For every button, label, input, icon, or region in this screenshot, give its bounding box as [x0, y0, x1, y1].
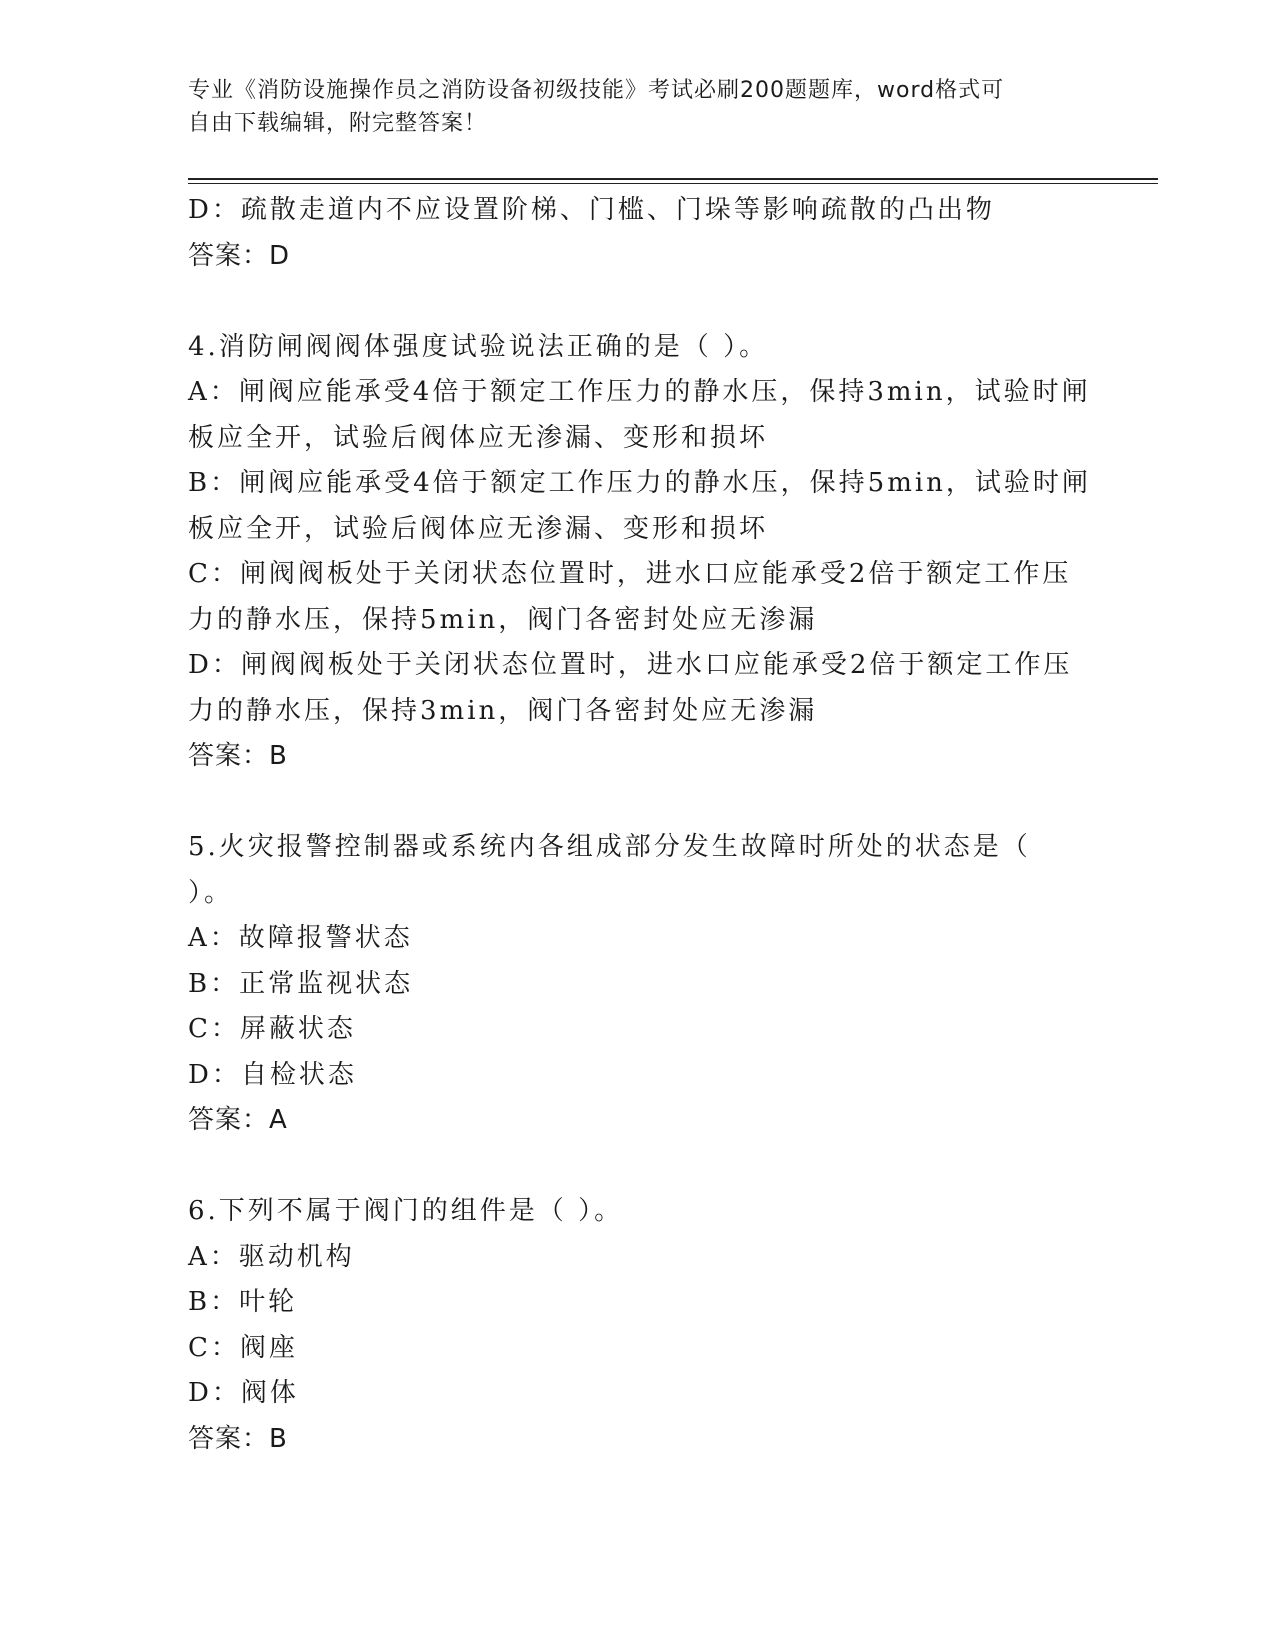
answer-label: 答案：A — [188, 1105, 288, 1135]
question-block-3-tail — [188, 188, 1088, 279]
option-d: D：阀体 — [188, 1378, 299, 1408]
option-d-line-1: D：闸阀阀板处于关闭状态位置时，进水口应能承受2倍于额定工作压 — [188, 650, 1073, 680]
question-text: 6.下列不属于阀门的组件是（ ）。 — [188, 1196, 624, 1226]
option-c-line-2: 力的静水压，保持5min，阀门各密封处应无渗漏 — [188, 604, 818, 635]
answer-label: 答案：B — [188, 1423, 288, 1454]
option-d: D：疏散走道内不应设置阶梯、门槛、门垛等影响疏散的凸出物 — [188, 195, 995, 225]
header-divider-thin — [188, 183, 1158, 184]
option-a-line-2: 板应全开，试验后阀体应无渗漏、变形和损坏 — [188, 422, 769, 453]
header-line-2: 自由下载编辑，附完整答案！ — [188, 111, 488, 136]
option-a: A：故障报警状态 — [188, 923, 413, 953]
spacer — [188, 1144, 1088, 1190]
question-block-5 — [188, 825, 1088, 1144]
option-d-line-2: 力的静水压，保持3min，阀门各密封处应无渗漏 — [188, 695, 818, 726]
option-c: C：屏蔽状态 — [188, 1014, 356, 1044]
option-c-line-1: C：闸阀阀板处于关闭状态位置时，进水口应能承受2倍于额定工作压 — [188, 559, 1072, 589]
answer-label: 答案：B — [188, 741, 288, 771]
question-list — [188, 188, 1091, 1462]
option-d: D：自检状态 — [188, 1059, 357, 1090]
question-block-4 — [188, 325, 1091, 780]
question-text: 4.消防闸阀阀体强度试验说法正确的是（ ）。 — [188, 331, 769, 362]
option-b-line-1: B：闸阀应能承受4倍于额定工作压力的静水压，保持5min，试验时闸 — [188, 468, 1091, 498]
option-b-line-2: 板应全开，试验后阀体应无渗漏、变形和损坏 — [188, 513, 769, 544]
question-text-line-2: ）。 — [188, 877, 234, 908]
option-a: A：驱动机构 — [188, 1241, 355, 1272]
header-line-1: 专业《消防设施操作员之消防设备初级技能》考试必刷200题题库，word格式可 — [188, 78, 1005, 103]
spacer — [188, 279, 1088, 325]
header-divider-thick — [188, 178, 1158, 180]
spacer — [188, 780, 1088, 826]
option-a-line-1: A：闸阀应能承受4倍于额定工作压力的静水压，保持3min，试验时闸 — [188, 377, 1091, 407]
question-block-6 — [188, 1189, 1088, 1462]
answer-label: 答案：D — [188, 240, 291, 271]
page-header — [188, 74, 1068, 140]
option-b: B：正常监视状态 — [188, 968, 414, 999]
question-text-line-1: 5.火灾报警控制器或系统内各组成部分发生故障时所处的状态是（ — [188, 832, 1031, 862]
option-b: B：叶轮 — [188, 1287, 298, 1317]
option-c: C：阀座 — [188, 1332, 298, 1363]
